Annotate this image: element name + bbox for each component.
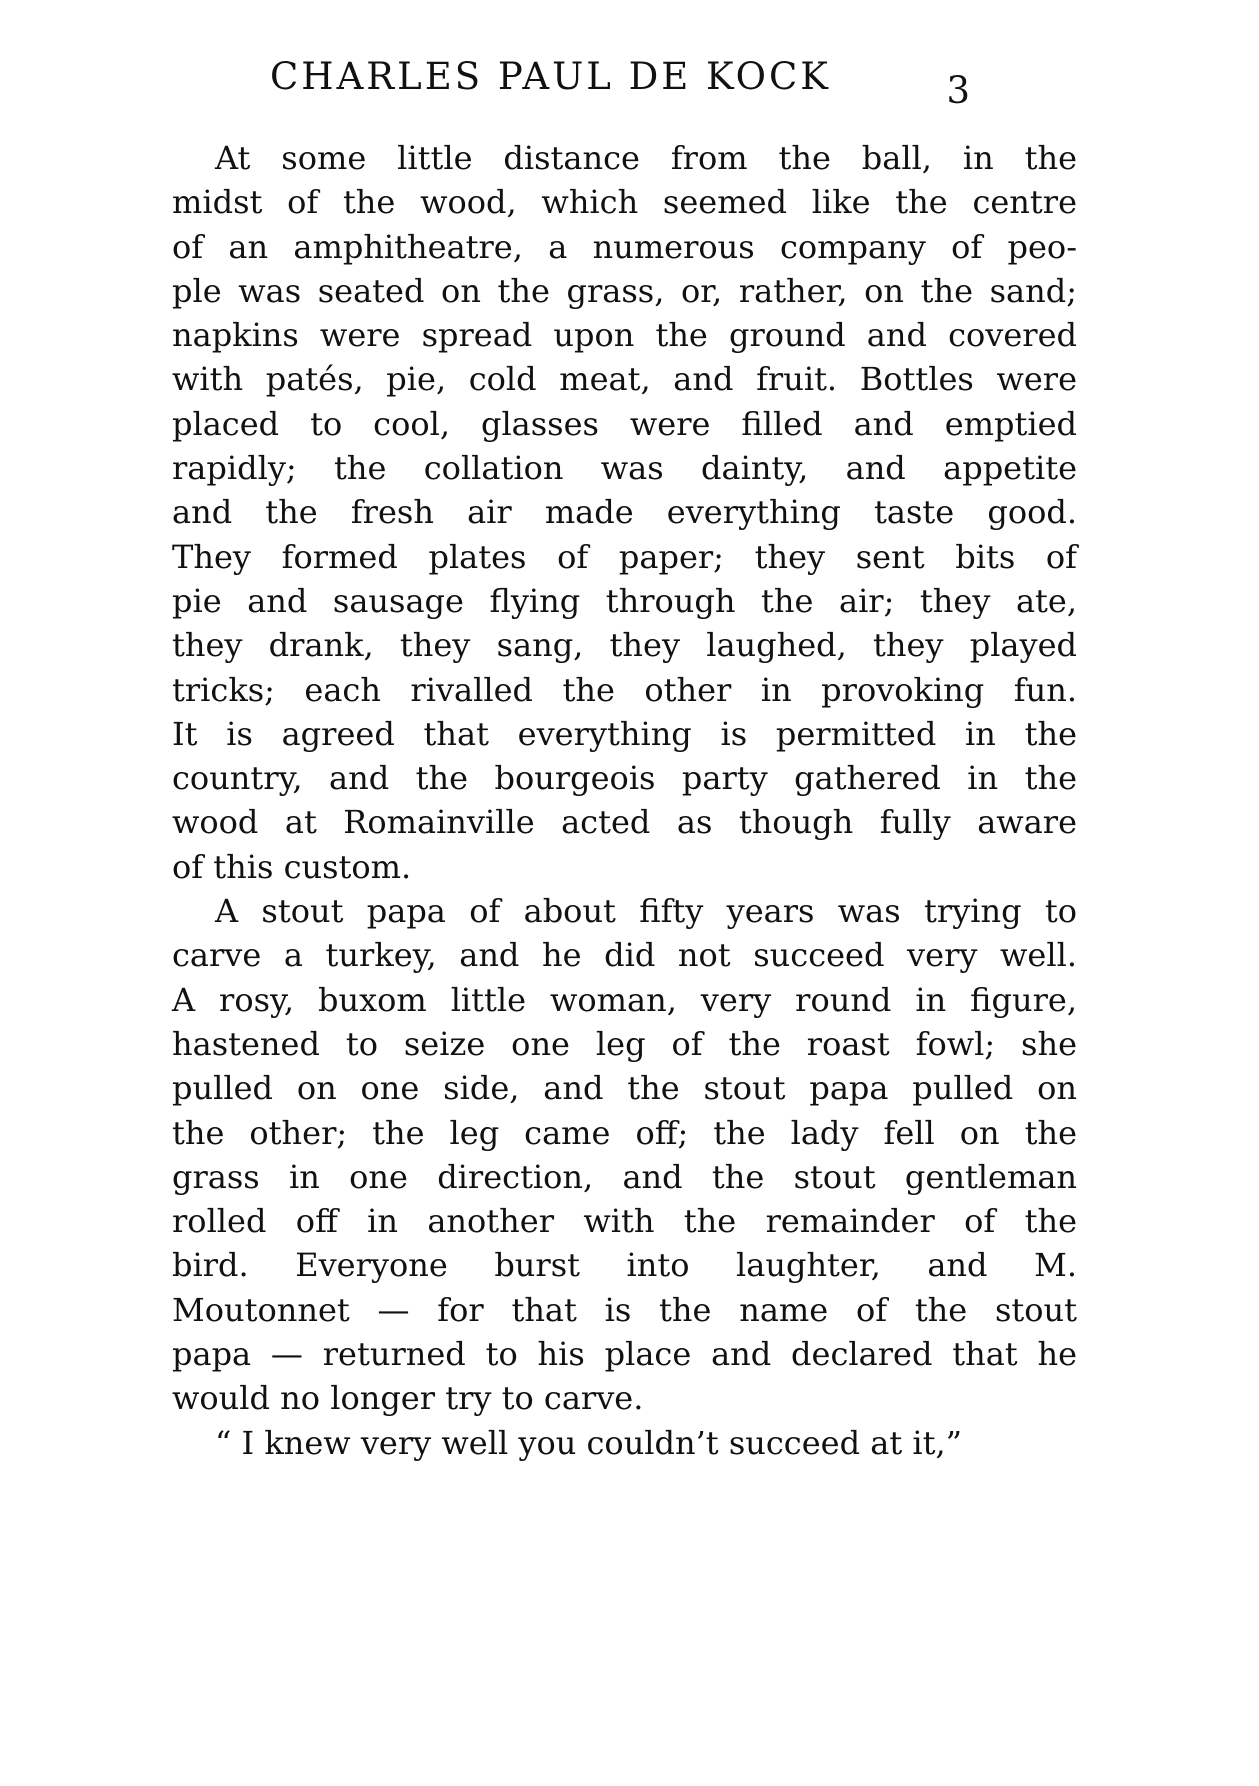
text-line: papa — returned to his place and declared that he — [172, 1335, 1077, 1374]
running-head — [270, 55, 970, 115]
text-line: A stout papa of about fifty years was trying to — [215, 892, 1077, 931]
text-line: grass in one direction, and the stout gentleman — [172, 1157, 1077, 1196]
page-number: 3 — [946, 69, 970, 112]
body-text — [172, 136, 1077, 1465]
text-line: ple was seated on the grass, or, rather, on the sand; — [172, 271, 1077, 310]
text-line: carve a turkey, and he did not succeed very well. — [172, 936, 1077, 975]
text-line: with patés, pie, cold meat, and fruit. Bottles were — [172, 360, 1077, 399]
running-title: CHARLES PAUL DE KOCK — [270, 55, 831, 98]
text-line: of an amphitheatre, a numerous company of peo- — [172, 227, 1077, 266]
text-line: tricks; each rivalled the other in provoking fun. — [172, 670, 1077, 709]
text-line: bird. Everyone burst into laughter, and M. — [172, 1246, 1077, 1285]
text-line: pulled on one side, and the stout papa pulled on — [172, 1069, 1077, 1108]
text-line: placed to cool, glasses were filled and emptied — [172, 404, 1077, 443]
text-line: At some little distance from the ball, in the — [215, 139, 1077, 177]
text-line: rolled off in another with the remainder of the — [172, 1202, 1077, 1241]
text-line: midst of the wood, which seemed like the centre — [172, 183, 1077, 222]
text-line: It is agreed that everything is permitted in the — [172, 714, 1077, 753]
text-line: the other; the leg came off; the lady fell on the — [172, 1113, 1077, 1152]
text-line: wood at Romainville acted as though fully aware — [172, 803, 1077, 842]
text-line: pie and sausage flying through the air; they ate, — [172, 581, 1077, 620]
text-line: would no longer try to carve. — [172, 1379, 644, 1418]
text-line: of this custom. — [172, 847, 412, 886]
text-line: and the fresh air made everything taste good. — [172, 493, 1077, 532]
text-line: country, and the bourgeois party gathered in the — [172, 759, 1077, 798]
text-line: hastened to seize one leg of the roast fowl; she — [172, 1024, 1077, 1063]
text-line: they drank, they sang, they laughed, they played — [172, 626, 1077, 665]
text-line: rapidly; the collation was dainty, and appetite — [172, 449, 1077, 488]
text-line: “ I knew very well you couldn’t succeed at it,” — [215, 1423, 962, 1462]
text-line: Moutonnet — for that is the name of the stout — [172, 1290, 1077, 1329]
text-line: napkins were spread upon the ground and covered — [172, 316, 1077, 355]
text-line: They formed plates of paper; they sent bits of — [172, 537, 1077, 576]
text-line: A rosy, buxom little woman, very round in figure, — [172, 980, 1077, 1019]
